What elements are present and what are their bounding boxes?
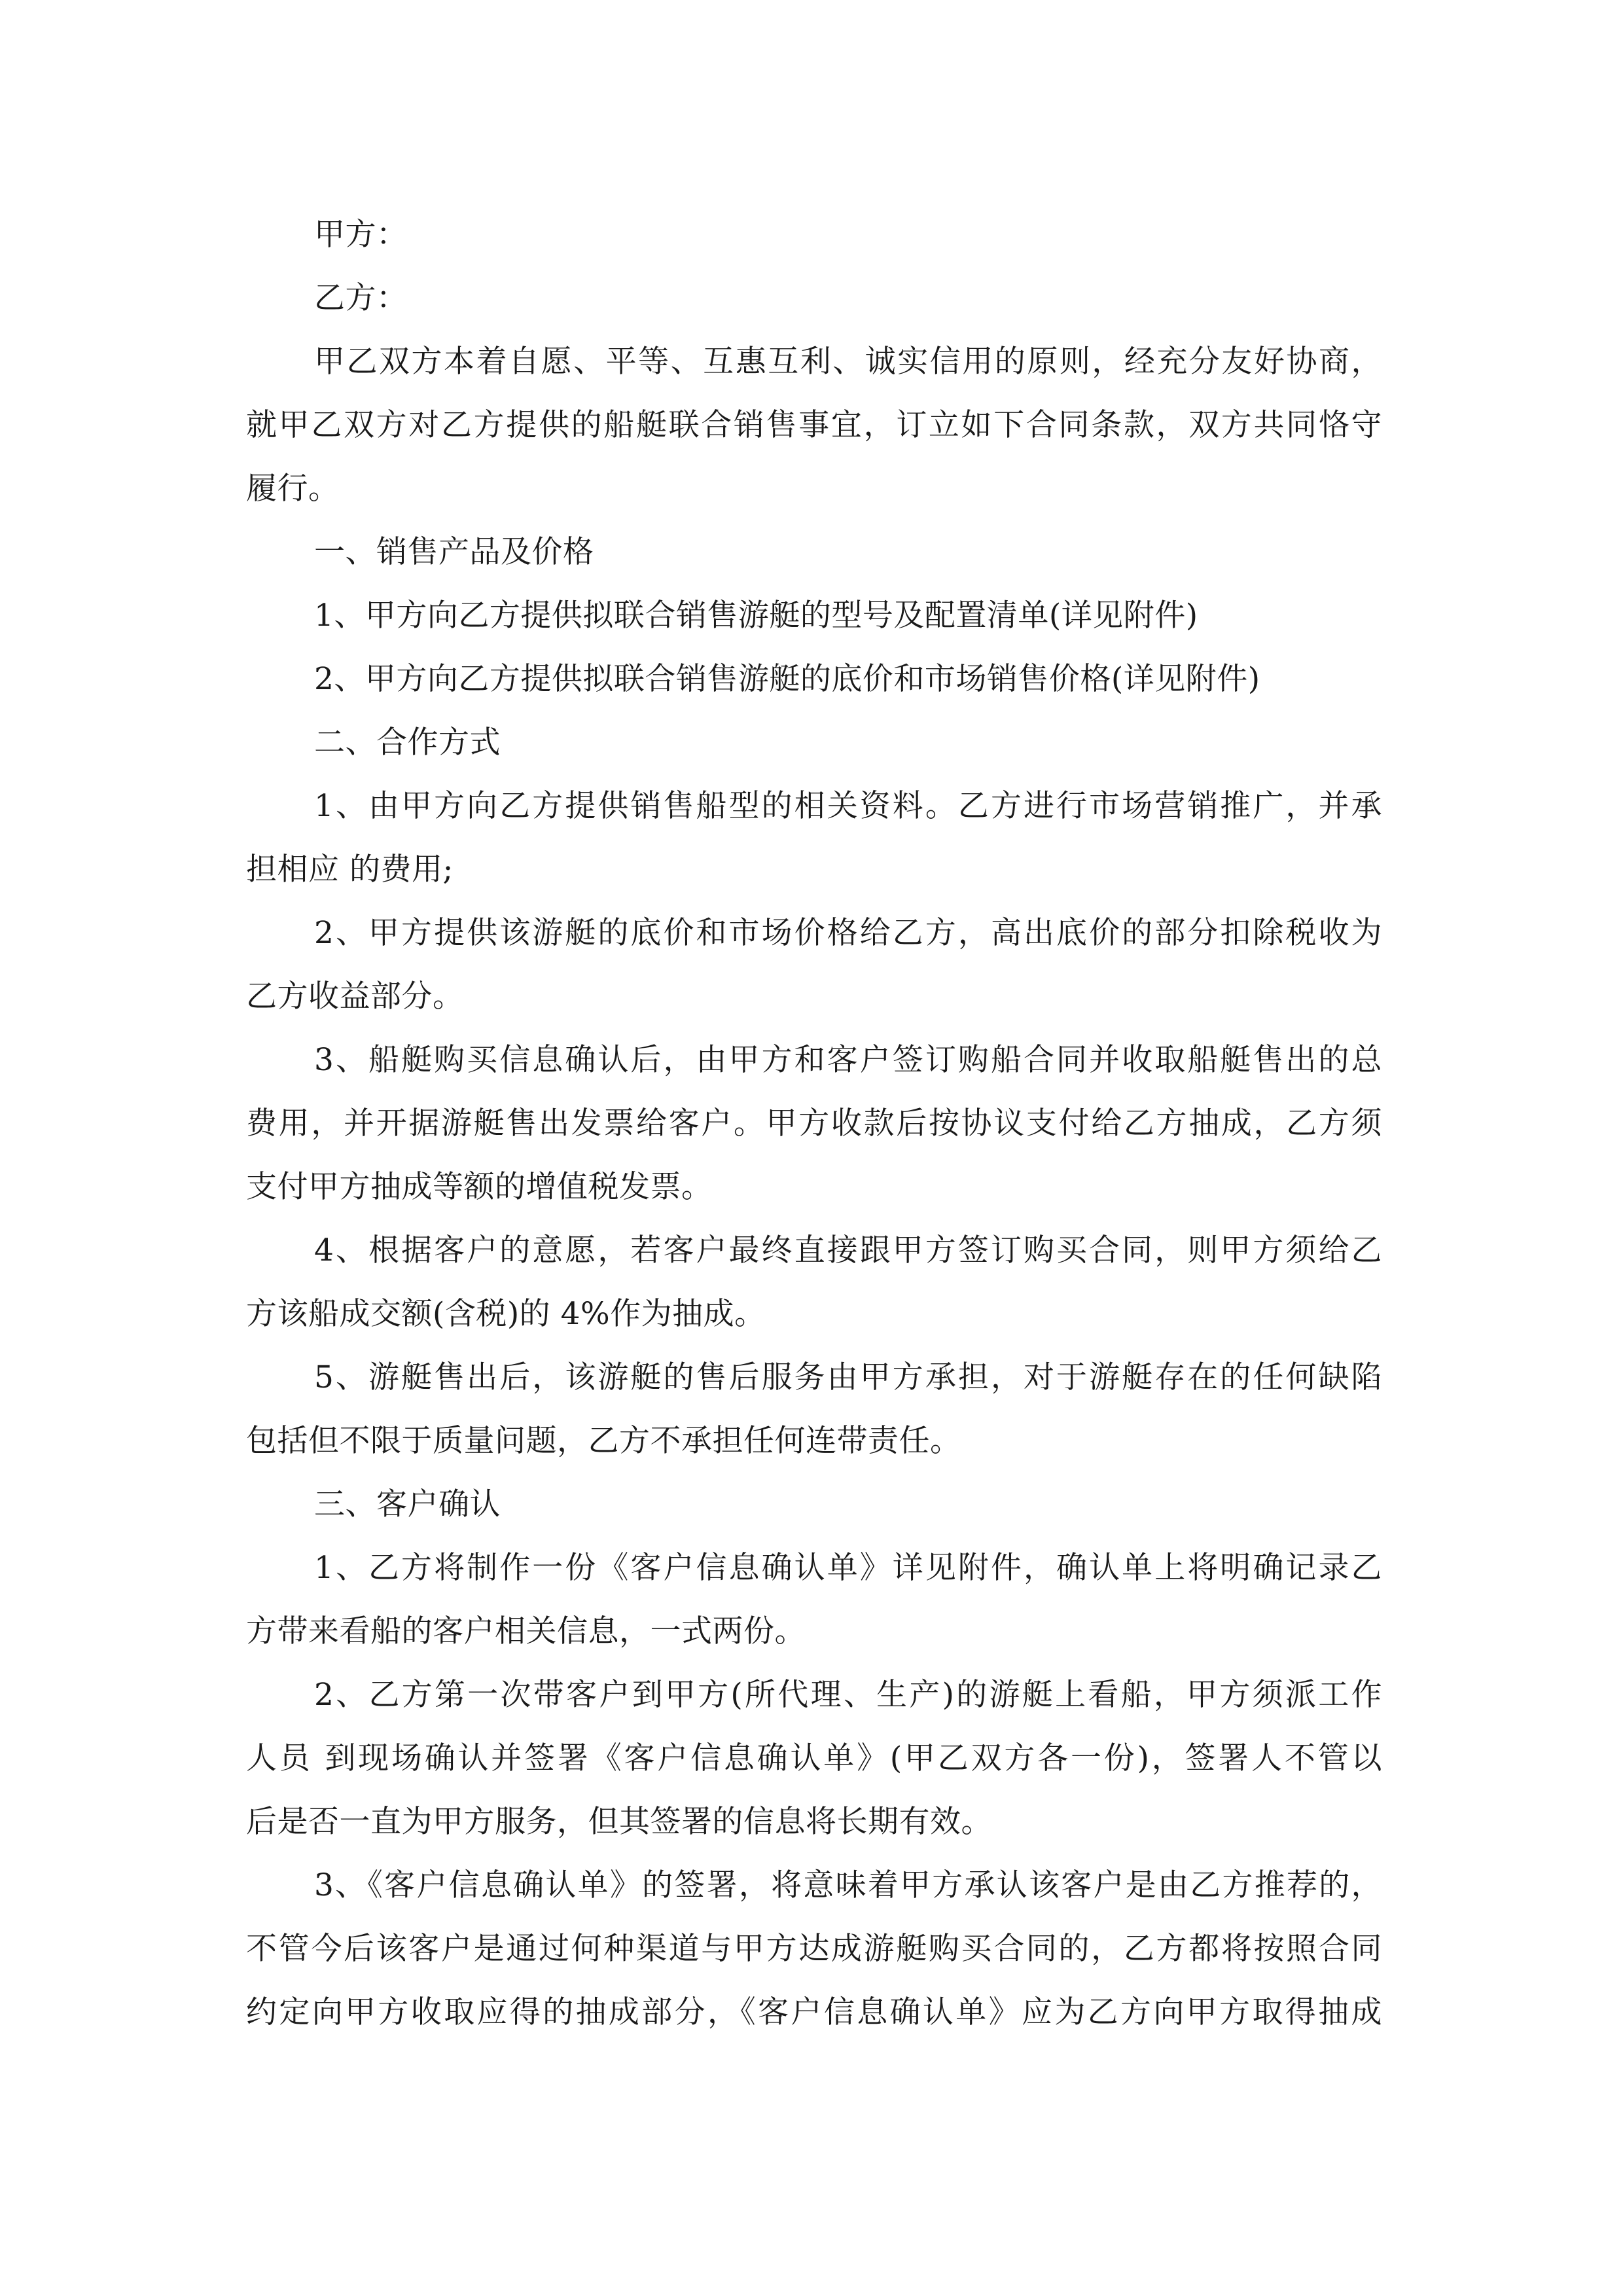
section-2-item-3-line-3: 支付甲方抽成等额的增值税发票。	[246, 1169, 713, 1205]
section-3-item-1-line-1: 1、乙方将制作一份《客户信息确认单》详见附件，确认单上将明确记录乙	[314, 1550, 1382, 1586]
section-2-item-5-line-1: 5、游艇售出后，该游艇的售后服务由甲方承担，对于游艇存在的任何缺陷	[314, 1359, 1382, 1395]
section-3-item-1-line-2: 方带来看船的客户相关信息，一式两份。	[246, 1613, 806, 1649]
section-3-item-2	[246, 1663, 1382, 1854]
section-3-item-3-line-2: 不管今后该客户是通过何种渠道与甲方达成游艇购买合同的，乙方都将按照合同	[246, 1931, 1382, 1967]
section-3-item-2-line-3: 后是否一直为甲方服务，但其签署的信息将长期有效。	[246, 1804, 992, 1840]
contract-body	[246, 203, 1382, 2044]
section-2-item-3-line-1: 3、船艇购买信息确认后，由甲方和客户签订购船合同并收取船艇售出的总	[314, 1042, 1382, 1078]
party-a-label: 甲方：	[314, 217, 408, 253]
section-2-item-1-line-2: 担相应 的费用;	[246, 852, 454, 888]
section-3-item-3-line-3: 约定向甲方收取应得的抽成部分，《客户信息确认单》应为乙方向甲方取得抽成	[246, 1994, 1382, 2030]
section-2-item-1-line-1: 1、由甲方向乙方提供销售船型的相关资料。乙方进行市场营销推广，并承	[314, 788, 1382, 824]
section-3-item-2-line-2: 人员 到现场确认并签署《客户信息确认单》(甲乙双方各一份)，签署人不管以	[246, 1740, 1382, 1776]
section-3-item-3	[246, 1854, 1382, 2044]
section-1-item-2: 2、甲方向乙方提供拟联合销售游艇的底价和市场销售价格(详见附件)	[314, 661, 1260, 697]
section-2-item-2-line-2: 乙方收益部分。	[246, 978, 464, 1014]
section-2-item-5	[246, 1346, 1382, 1473]
section-3-item-2-line-1: 2、乙方第一次带客户到甲方(所代理、生产)的游艇上看船，甲方须派工作	[314, 1677, 1382, 1713]
section-2-item-1	[246, 774, 1382, 901]
section-2-item-4	[246, 1219, 1382, 1346]
intro-line-3: 履行。	[246, 471, 340, 507]
section-2-heading: 二、合作方式	[314, 725, 501, 761]
section-2-item-3	[246, 1028, 1382, 1219]
section-2-item-5-line-2: 包括但不限于质量问题，乙方不承担任何连带责任。	[246, 1423, 961, 1459]
section-2-item-4-line-2: 方该船成交额(含税)的 4%作为抽成。	[246, 1296, 766, 1332]
section-2-item-2-line-1: 2、甲方提供该游艇的底价和市场价格给乙方，高出底价的部分扣除税收为	[314, 915, 1382, 951]
section-3-heading: 三、客户确认	[314, 1486, 501, 1522]
section-3-item-3-line-1: 3、《客户信息确认单》的签署，将意味着甲方承认该客户是由乙方推荐的，	[314, 1867, 1382, 1903]
section-2-item-2	[246, 901, 1382, 1028]
intro-paragraph	[246, 330, 1382, 520]
intro-line-2: 就甲乙双方对乙方提供的船艇联合销售事宜，订立如下合同条款，双方共同恪守	[246, 407, 1382, 443]
intro-line-1: 甲乙双方本着自愿、平等、互惠互利、诚实信用的原则，经充分友好协商，	[314, 344, 1382, 380]
section-2-item-4-line-1: 4、根据客户的意愿，若客户最终直接跟甲方签订购买合同，则甲方须给乙	[314, 1232, 1382, 1268]
section-2-item-3-line-2: 费用，并开据游艇售出发票给客户。甲方收款后按协议支付给乙方抽成，乙方须	[246, 1105, 1382, 1141]
section-1-heading: 一、销售产品及价格	[314, 534, 594, 570]
section-1-item-1: 1、甲方向乙方提供拟联合销售游艇的型号及配置清单(详见附件)	[314, 598, 1198, 634]
section-3-item-1	[246, 1536, 1382, 1663]
party-b-label: 乙方：	[314, 280, 408, 316]
